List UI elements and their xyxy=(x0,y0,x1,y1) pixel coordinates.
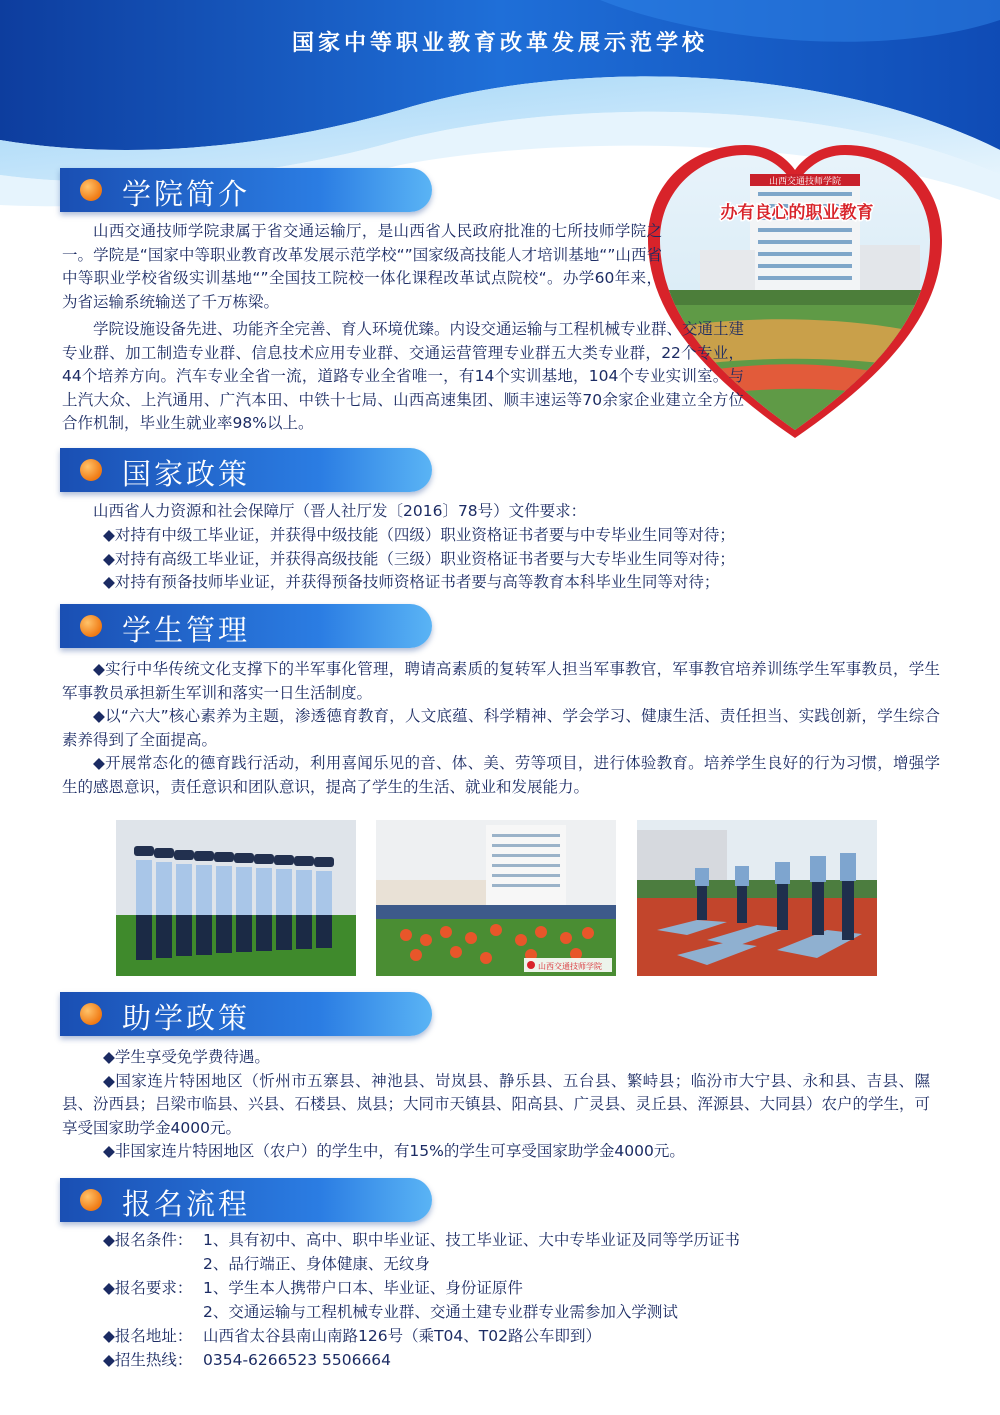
enroll-label: ◆报名地址： xyxy=(103,1327,193,1345)
aid-paragraph: ◆非国家连片特困地区（农户）的学生中，有15%的学生可享受国家助学金4000元。 xyxy=(103,1142,685,1160)
photo-sign: 山西交通技师学院 xyxy=(538,962,602,971)
aid-paragraph: ◆学生享受免学费待遇。 xyxy=(103,1048,270,1066)
orange-dot-icon xyxy=(80,1003,102,1025)
list-item: ◆对持有中级工毕业证，并获得中级技能（四级）职业资格证书者要与中专毕业生同等对待； xyxy=(103,526,735,544)
photo-drill-formation xyxy=(116,820,356,976)
intro-text xyxy=(62,220,662,314)
enroll-value: 2、交通运输与工程机械专业群、交通土建专业群专业需参加入学测试 xyxy=(203,1303,678,1321)
enroll-row xyxy=(103,1276,523,1300)
photo-sports-ground xyxy=(376,820,616,976)
enroll-row xyxy=(103,1324,601,1348)
enroll-value: 2、品行端正、身体健康、无纹身 xyxy=(203,1255,430,1273)
aid-text xyxy=(62,1046,930,1164)
enroll-label: ◆报名要求： xyxy=(103,1279,193,1297)
section-title: 国家政策 xyxy=(122,457,251,491)
student-paragraph: ◆以“六大”核心素养为主题，渗透德育教育，人文底蕴、科学精神、学会学习、健康生活、责任担当、实践创新，学生综合素养得到了全面提高。 xyxy=(62,707,940,749)
student-paragraph: ◆开展常态化的德育践行活动，利用喜闻乐见的音、体、美、劳等项目，进行体验教育。培养学生良好的行为习惯，增强学生的感恩意识，责任意识和团队意识，提高了学生的生活、就业和发展能力。 xyxy=(62,754,940,796)
orange-dot-icon xyxy=(80,179,102,201)
enroll-row xyxy=(103,1300,678,1324)
section-title: 报名流程 xyxy=(122,1187,251,1221)
enroll-row xyxy=(103,1348,391,1372)
section-header-aid xyxy=(60,992,432,1036)
intro-paragraph-2: 学院设施设备先进、功能齐全完善、育人环境优臻。内设交通运输与工程机械专业群、交通土建专业群、加工制造专业群、信息技术应用专业群、交通运营管理专业群五大类专业群，22个专业，44个培养方向。汽车专业全省一流，道路专业全省唯一，有14个实训基地，104个专业实训室。与上汽大众、上汽通用、广汽本田、中铁十七局、山西高速集团、顺丰速运等70余家企业建立全方位合作机制，毕业生就业率98%以上。 xyxy=(62,320,745,432)
enroll-value: 1、学生本人携带户口本、毕业证、身份证原件 xyxy=(203,1279,523,1297)
enroll-label: ◆报名条件： xyxy=(103,1231,193,1249)
enroll-row xyxy=(103,1252,430,1276)
orange-dot-icon xyxy=(80,1189,102,1211)
list-item: ◆对持有预备技师毕业证，并获得预备技师资格证书者要与高等教育本科毕业生同等对待； xyxy=(103,573,720,591)
enroll-row xyxy=(103,1228,740,1252)
student-paragraph: ◆实行中华传统文化支撑下的半军事化管理，聘请高素质的复转军人担当军事教官，军事教官培养训练学生军事教员，学生军事教员承担新生军训和落实一日生活制度。 xyxy=(62,660,940,702)
aid-paragraph: ◆国家连片特困地区（忻州市五寨县、神池县、岢岚县、静乐县、五台县、繁峙县；临汾市大宁县、永和县、吉县、隰县、汾西县；吕梁市临县、兴县、石楼县、岚县；大同市天镇县、阳高县、广灵县、灵丘县、浑源县、大同县）农户的学生，可享受国家助学金4000元。 xyxy=(62,1071,931,1137)
section-title: 学院简介 xyxy=(122,177,251,211)
intro-paragraph-1: 山西交通技师学院隶属于省交通运输厅，是山西省人民政府批准的七所技师学院之一。学院是“国家中等职业教育改革发展示范学校“”国家级高技能人才培训基地“”山西省中等职业学校省级实训基地“”全国技工院校一体化课程改革试点院校“。办学60年来，为省运输系统输送了千万栋梁。 xyxy=(62,222,662,311)
policy-lead: 山西省人力资源和社会保障厅（晋人社厅发〔2016〕78号）文件要求： xyxy=(93,502,587,520)
intro-text-2 xyxy=(62,318,744,436)
section-header-policy xyxy=(60,448,432,492)
list-item: ◆对持有高级工毕业证，并获得高级技能（三级）职业资格证书者要与大专毕业生同等对待； xyxy=(103,549,735,568)
enroll-value: 0354-6266523 5506664 xyxy=(203,1351,392,1369)
banner-title: 国家中等职业教育改革发展示范学校 xyxy=(291,31,708,56)
section-title: 助学政策 xyxy=(122,1001,251,1035)
section-title: 学生管理 xyxy=(122,613,251,647)
orange-dot-icon xyxy=(80,615,102,637)
heart-slogan: 办有良心的职业教育 xyxy=(720,203,874,223)
enroll-value: 1、具有初中、高中、职中毕业证、技工毕业证、大中专毕业证及同等学历证书 xyxy=(203,1231,740,1249)
section-header-enroll xyxy=(60,1178,432,1222)
policy-list xyxy=(103,524,863,595)
section-header-intro xyxy=(60,168,432,212)
policy-text xyxy=(62,500,822,524)
enroll-value: 山西省太谷县南山南路126号（乘T04、T02路公车即到） xyxy=(203,1327,601,1345)
enroll-label: ◆招生热线： xyxy=(103,1351,193,1369)
photo-dorm-training xyxy=(637,820,877,976)
section-header-student xyxy=(60,604,432,648)
building-sign: 山西交通技师学院 xyxy=(768,177,842,187)
orange-dot-icon xyxy=(80,459,102,481)
student-text xyxy=(62,658,940,799)
